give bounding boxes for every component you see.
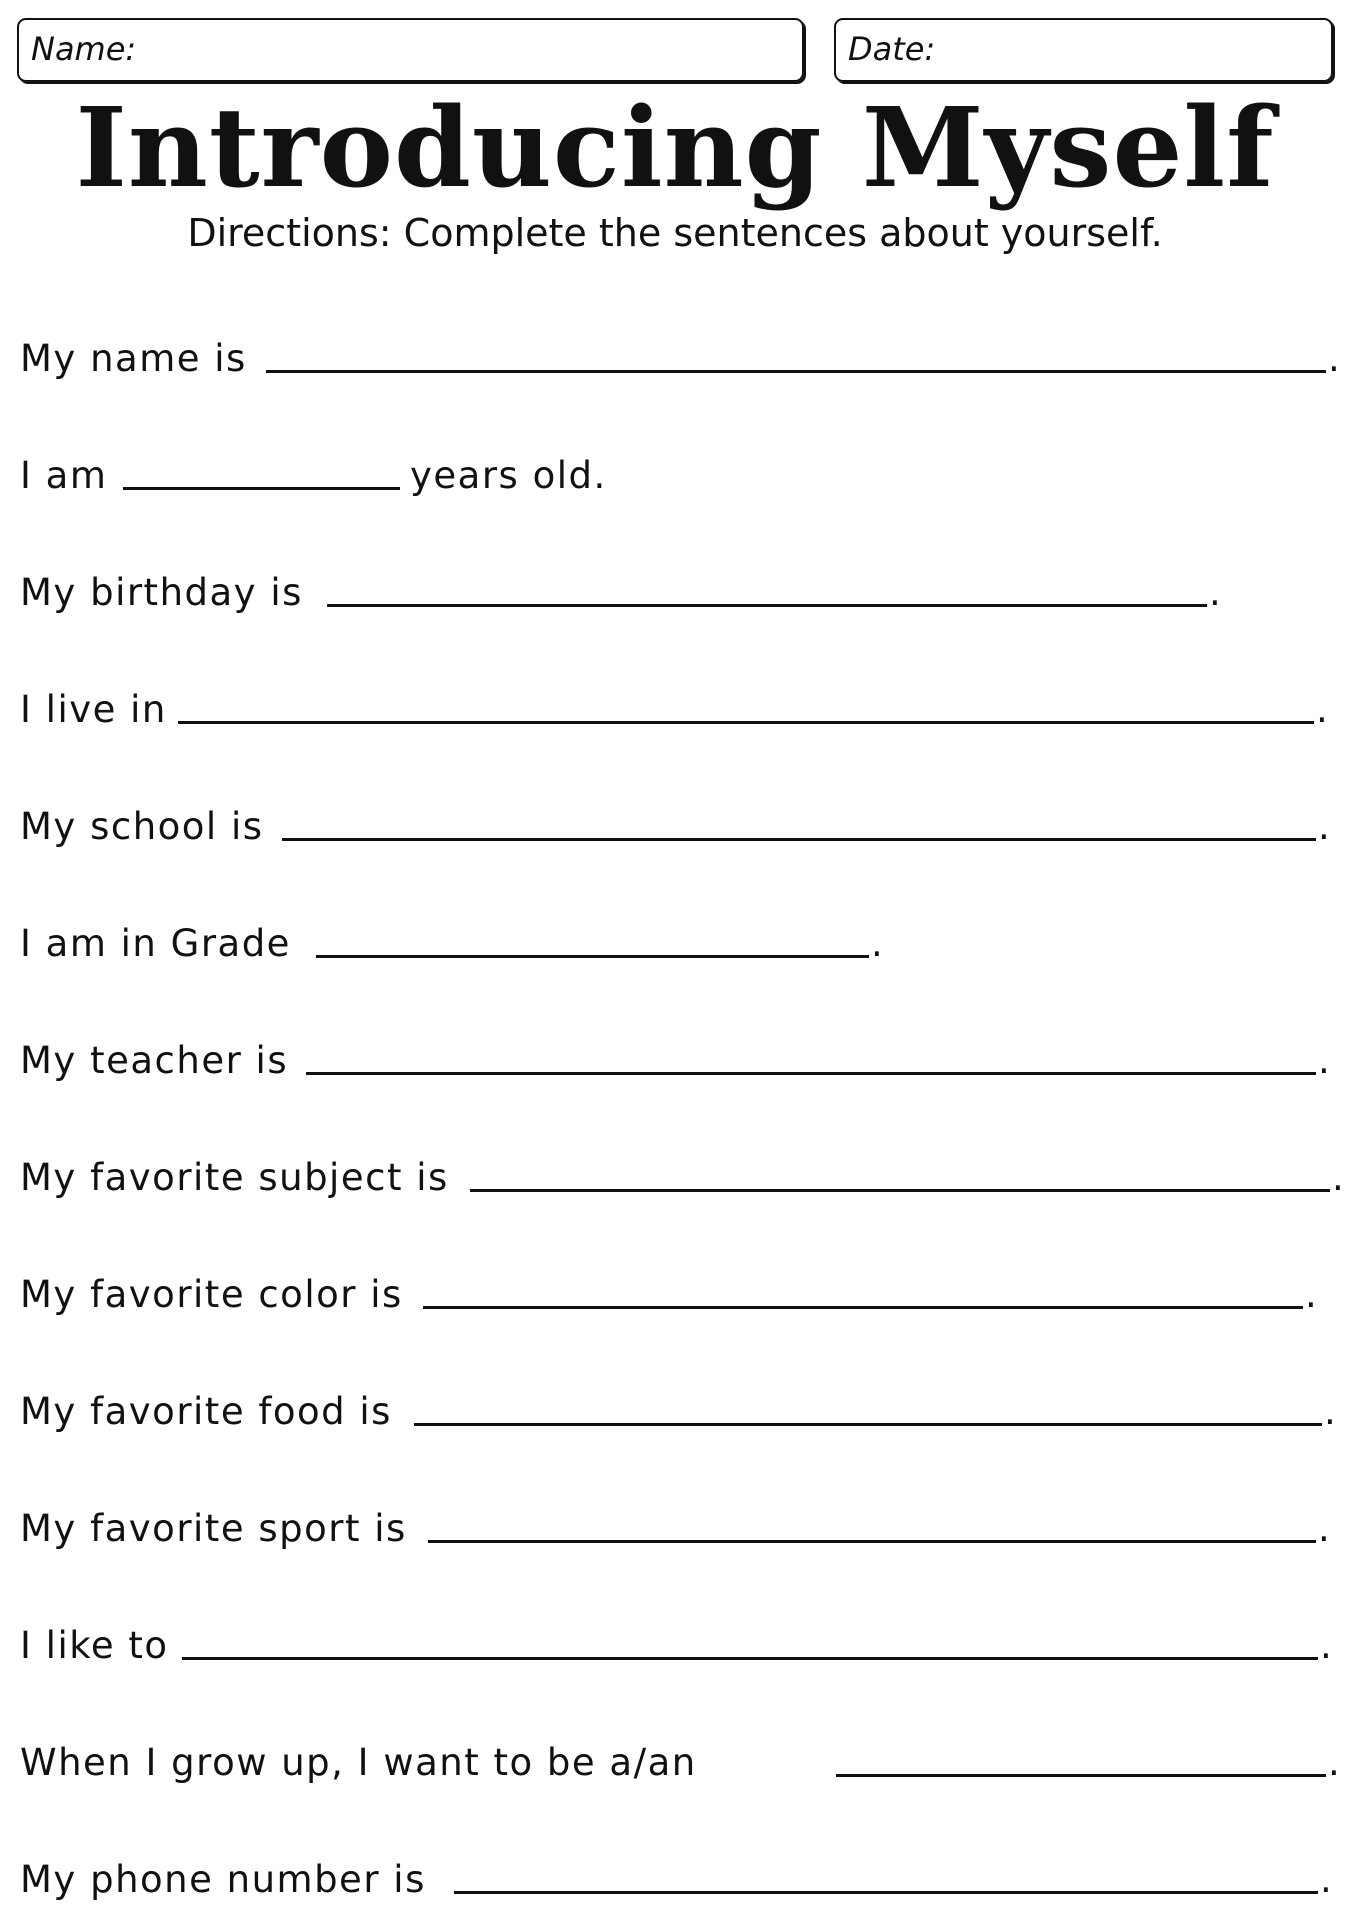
date-field-box[interactable] (834, 18, 1333, 82)
directions-text: Directions: Complete the sentences about yourself. (187, 211, 1163, 255)
answer-blank[interactable] (282, 838, 1316, 841)
sentence-prefix: When I grow up, I want to be a/an (20, 1741, 697, 1784)
answer-blank[interactable] (454, 1891, 1318, 1894)
sentence-suffix: . (1320, 1624, 1334, 1667)
sentence-suffix: . (1332, 1156, 1346, 1199)
sentence-prefix: I am (20, 454, 108, 497)
sentence-prefix: My teacher is (20, 1039, 289, 1082)
sentence-suffix: . (1318, 1039, 1332, 1082)
sentence-suffix: . (1324, 1390, 1338, 1433)
sentence-prefix: I like to (20, 1624, 169, 1667)
sentence-prefix: My school is (20, 805, 264, 848)
sentence-suffix: years old. (410, 454, 607, 497)
sentence-suffix: . (1305, 1273, 1319, 1316)
sentence-prefix: My favorite sport is (20, 1507, 407, 1550)
page-title: Introducing Myself (75, 83, 1275, 212)
sentence-prefix: My favorite food is (20, 1390, 392, 1433)
answer-blank[interactable] (182, 1657, 1318, 1660)
sentence-prefix: My favorite color is (20, 1273, 403, 1316)
sentence-suffix: . (1316, 688, 1330, 731)
sentence-prefix: I am in Grade (20, 922, 291, 965)
date-label: Date: (848, 30, 936, 68)
sentence-suffix: . (871, 922, 885, 965)
answer-blank[interactable] (836, 1774, 1326, 1777)
answer-blank[interactable] (266, 370, 1326, 373)
answer-blank[interactable] (428, 1540, 1316, 1543)
answer-blank[interactable] (316, 955, 869, 958)
name-label: Name: (31, 30, 137, 68)
sentence-suffix: . (1209, 571, 1223, 614)
sentence-suffix: . (1318, 805, 1332, 848)
sentence-prefix: My birthday is (20, 571, 303, 614)
sentence-suffix: . (1320, 1858, 1334, 1901)
answer-blank[interactable] (178, 721, 1314, 724)
answer-blank[interactable] (470, 1189, 1330, 1192)
answer-blank[interactable] (414, 1423, 1322, 1426)
name-field-box[interactable] (17, 18, 804, 82)
answer-blank[interactable] (423, 1306, 1303, 1309)
sentence-prefix: I live in (20, 688, 167, 731)
answer-blank[interactable] (123, 487, 400, 490)
sentence-suffix: . (1328, 1741, 1342, 1784)
sentence-prefix: My name is (20, 337, 247, 380)
sentence-prefix: My phone number is (20, 1858, 426, 1901)
sentence-prefix: My favorite subject is (20, 1156, 449, 1199)
answer-blank[interactable] (306, 1072, 1316, 1075)
sentence-suffix: . (1318, 1507, 1332, 1550)
answer-blank[interactable] (327, 604, 1207, 607)
sentence-suffix: . (1328, 337, 1342, 380)
